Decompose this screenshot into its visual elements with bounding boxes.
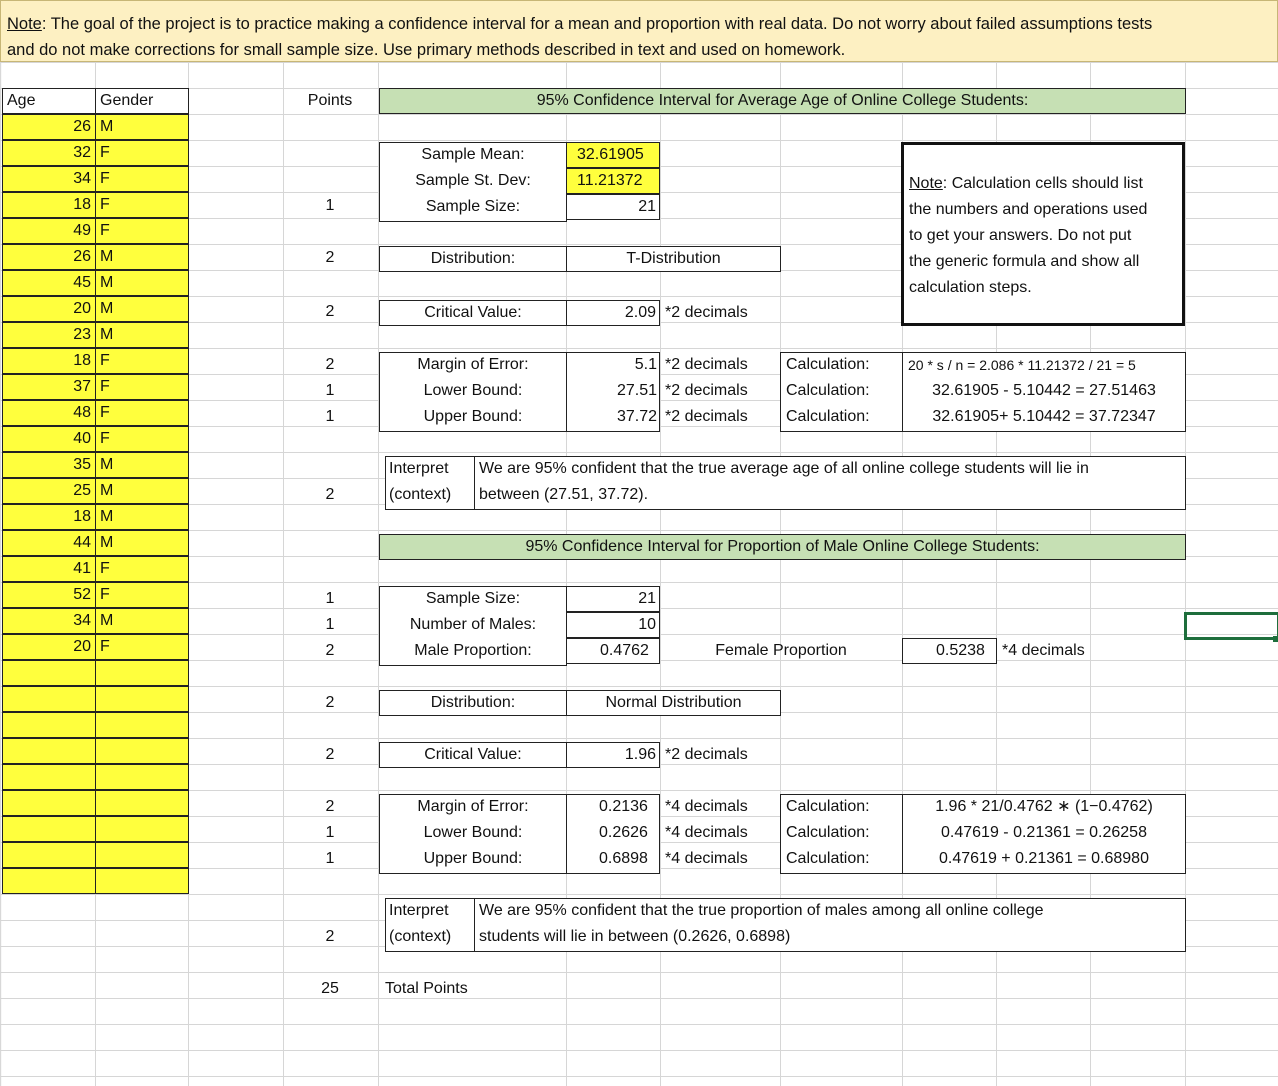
age-cell[interactable]: 26	[2, 114, 96, 140]
p-interpret-label: Interpret	[389, 902, 449, 919]
points-p-distribution[interactable]: 2	[325, 694, 335, 711]
distribution-value[interactable]: T-Distribution	[566, 246, 781, 272]
lower-decimals-note: *2 decimals	[665, 382, 748, 399]
age-cell[interactable]: 20	[2, 296, 96, 322]
interpret-context-label: (context)	[389, 486, 452, 503]
gender-cell[interactable]	[95, 790, 189, 816]
moe-calc-label: Calculation:	[786, 356, 870, 373]
points-p-lower[interactable]: 1	[325, 824, 335, 841]
calc-note-line4: the generic formula and show all	[909, 253, 1140, 270]
upper-bound-label: Upper Bound:	[423, 408, 523, 425]
mean-ci-title[interactable]: 95% Confidence Interval for Average Age of Online College Students:	[379, 88, 1186, 114]
p-lower-label: Lower Bound:	[423, 824, 523, 841]
age-cell[interactable]: 32	[2, 140, 96, 166]
p-upper-calc-label: Calculation:	[786, 850, 870, 867]
gender-cell[interactable]	[95, 868, 189, 894]
interpret-label: Interpret	[389, 460, 449, 477]
fill-handle[interactable]	[1273, 636, 1278, 642]
p-males-label: Number of Males:	[409, 616, 537, 633]
moe-decimals-note: *2 decimals	[665, 356, 748, 373]
p-lower-calc-label: Calculation:	[786, 824, 870, 841]
age-cell[interactable]: 18	[2, 504, 96, 530]
critical-value[interactable]: 2.09	[566, 300, 660, 326]
p-sample-size-label: Sample Size:	[425, 590, 521, 607]
age-cell[interactable]: 44	[2, 530, 96, 556]
p-proportion-value[interactable]: 0.4762	[566, 638, 660, 664]
points-margin[interactable]: 2	[325, 356, 335, 373]
female-proportion-value[interactable]: 0.5238	[902, 638, 997, 664]
gender-cell[interactable]: F	[95, 166, 189, 192]
interpret-text-line2: between (27.51, 37.72).	[479, 486, 649, 503]
points-critical[interactable]: 2	[325, 303, 335, 320]
p-interpret-text-line2: students will lie in between (0.2626, 0.6898)	[479, 928, 791, 945]
upper-calc-label: Calculation:	[786, 408, 870, 425]
p-moe-calc-value[interactable]: 1.96 * 21/0.4762 ∗ (1−0.4762)	[935, 798, 1153, 815]
gender-cell[interactable]: M	[95, 478, 189, 504]
selected-cell[interactable]	[1184, 612, 1278, 640]
sample-sd-label: Sample St. Dev:	[415, 172, 531, 189]
sample-mean-value[interactable]: 32.61905	[566, 142, 660, 168]
p-moe-calc-label: Calculation:	[786, 798, 870, 815]
age-cell[interactable]	[2, 660, 96, 686]
distribution-label: Distribution:	[379, 246, 567, 272]
lower-bound-label: Lower Bound:	[423, 382, 523, 399]
age-cell[interactable]	[2, 764, 96, 790]
p-distribution-label: Distribution:	[379, 690, 567, 716]
age-cell[interactable]: 41	[2, 556, 96, 582]
age-cell[interactable]	[2, 686, 96, 712]
age-cell[interactable]: 18	[2, 348, 96, 374]
sample-size-label: Sample Size:	[425, 198, 521, 215]
note-banner-line1: Note: The goal of the project is to practice making a confidence interval for a mean and proportion with real data. Do not worry about failed assumptions tests	[7, 15, 1153, 33]
sample-size-value[interactable]: 21	[566, 194, 660, 220]
gender-cell[interactable]: F	[95, 556, 189, 582]
age-cell[interactable]: 26	[2, 244, 96, 270]
moe-label: Margin of Error:	[417, 356, 529, 373]
p-critical-value[interactable]: 1.96	[566, 742, 660, 768]
lower-bound-value[interactable]: 27.51	[616, 382, 657, 399]
points-p-males[interactable]: 1	[325, 616, 335, 633]
age-cell[interactable]: 20	[2, 634, 96, 660]
points-p-sample-size[interactable]: 1	[325, 590, 335, 607]
moe-calc-value[interactable]: 20 * s / n = 2.086 * 11.21372 / 21 = 5	[908, 357, 1136, 373]
age-cell[interactable]: 34	[2, 608, 96, 634]
p-moe-value[interactable]: 0.2136	[599, 798, 648, 815]
gender-cell[interactable]	[95, 660, 189, 686]
points-interpret[interactable]: 2	[325, 486, 335, 503]
points-header[interactable]: Points	[307, 92, 353, 109]
p-proportion-label: Male Proportion:	[414, 642, 532, 659]
age-cell[interactable]: 34	[2, 166, 96, 192]
age-cell[interactable]	[2, 712, 96, 738]
gender-cell[interactable]: F	[95, 634, 189, 660]
age-cell[interactable]: 18	[2, 192, 96, 218]
gender-cell[interactable]: F	[95, 218, 189, 244]
critical-decimals-note: *2 decimals	[665, 304, 748, 321]
sample-sd-value[interactable]: 11.21372	[566, 168, 660, 194]
gender-cell[interactable]	[95, 842, 189, 868]
gender-cell[interactable]: M	[95, 244, 189, 270]
gender-cell[interactable]: M	[95, 530, 189, 556]
points-p-upper[interactable]: 1	[325, 850, 335, 867]
critical-value-label: Critical Value:	[379, 300, 567, 326]
calc-note-line2: the numbers and operations used	[909, 201, 1148, 218]
p-males-value[interactable]: 10	[566, 612, 660, 638]
points-p-interpret[interactable]: 2	[325, 928, 335, 945]
gender-cell[interactable]: M	[95, 270, 189, 296]
points-lower[interactable]: 1	[325, 382, 335, 399]
gender-cell[interactable]	[95, 712, 189, 738]
gender-cell[interactable]: M	[95, 452, 189, 478]
age-cell[interactable]	[2, 790, 96, 816]
gender-cell[interactable]: F	[95, 140, 189, 166]
moe-value[interactable]: 5.1	[634, 356, 657, 373]
age-cell[interactable]: 25	[2, 478, 96, 504]
p-lower-calc-value[interactable]: 0.47619 - 0.21361 = 0.26258	[941, 824, 1147, 841]
calculation-note-box: Note: Calculation cells should list the numbers and operations used to get your answers. Do not put the generic formula and show all calculation steps.	[901, 142, 1185, 326]
age-cell[interactable]: 49	[2, 218, 96, 244]
note-banner-line2: and do not make corrections for small sample size. Use primary methods described in text and used on homework.	[7, 41, 846, 59]
age-cell[interactable]	[2, 738, 96, 764]
p-upper-decimals-note: *4 decimals	[665, 850, 748, 867]
lower-calc-label: Calculation:	[786, 382, 870, 399]
calc-note-line5: calculation steps.	[909, 279, 1032, 296]
points-p-proportion[interactable]: 2	[325, 642, 335, 659]
female-decimals-note: *4 decimals	[1002, 642, 1085, 659]
p-upper-calc-value[interactable]: 0.47619 + 0.21361 = 0.68980	[939, 850, 1149, 867]
age-cell[interactable]: 48	[2, 400, 96, 426]
gender-cell[interactable]: F	[95, 426, 189, 452]
gender-cell[interactable]	[95, 764, 189, 790]
age-header[interactable]: Age	[2, 88, 96, 114]
upper-bound-value[interactable]: 37.72	[616, 408, 657, 425]
upper-decimals-note: *2 decimals	[665, 408, 748, 425]
points-upper[interactable]: 1	[325, 408, 335, 425]
points-distribution[interactable]: 2	[325, 249, 335, 266]
p-sample-size-value[interactable]: 21	[566, 586, 660, 612]
gender-header[interactable]: Gender	[95, 88, 189, 114]
gender-cell[interactable]: F	[95, 348, 189, 374]
calc-note-line3: to get your answers. Do not put	[909, 227, 1132, 244]
age-cell[interactable]: 35	[2, 452, 96, 478]
gender-cell[interactable]: M	[95, 608, 189, 634]
female-proportion-label: Female Proportion	[715, 642, 847, 659]
p-moe-decimals-note: *4 decimals	[665, 798, 748, 815]
lower-calc-value[interactable]: 32.61905 - 5.10442 = 27.51463	[932, 382, 1156, 399]
p-critical-decimals-note: *2 decimals	[665, 746, 748, 763]
gender-cell[interactable]: F	[95, 582, 189, 608]
points-total[interactable]: 25	[321, 980, 339, 997]
prop-ci-title[interactable]: 95% Confidence Interval for Proportion of Male Online College Students:	[379, 534, 1186, 560]
total-points-label: Total Points	[385, 980, 468, 997]
p-upper-value[interactable]: 0.6898	[599, 850, 648, 867]
age-cell[interactable]	[2, 842, 96, 868]
gender-cell[interactable]	[95, 816, 189, 842]
calc-note-label: Note	[909, 175, 943, 192]
gender-cell[interactable]	[95, 686, 189, 712]
points-p-critical[interactable]: 2	[325, 746, 335, 763]
interpret-text-line1: We are 95% confident that the true average age of all online college students will lie in	[479, 460, 1089, 477]
gender-cell[interactable]: M	[95, 504, 189, 530]
p-interpret-context-label: (context)	[389, 928, 452, 945]
sample-mean-label: Sample Mean:	[421, 146, 525, 163]
gender-cell[interactable]: F	[95, 400, 189, 426]
gender-cell[interactable]: M	[95, 322, 189, 348]
gender-cell[interactable]	[95, 738, 189, 764]
note-banner	[0, 0, 1278, 62]
p-lower-value[interactable]: 0.2626	[599, 824, 648, 841]
p-moe-label: Margin of Error:	[417, 798, 529, 815]
p-interpret-text-line1: We are 95% confident that the true proportion of males among all online college	[479, 902, 1044, 919]
age-cell[interactable]	[2, 868, 96, 894]
p-distribution-value[interactable]: Normal Distribution	[566, 690, 781, 716]
note-label: Note	[7, 15, 42, 33]
age-cell[interactable]: 52	[2, 582, 96, 608]
age-cell[interactable]: 37	[2, 374, 96, 400]
gender-cell[interactable]: F	[95, 192, 189, 218]
points-sample-size[interactable]: 1	[325, 197, 335, 214]
p-upper-label: Upper Bound:	[423, 850, 523, 867]
upper-calc-value[interactable]: 32.61905+ 5.10442 = 37.72347	[932, 408, 1156, 425]
points-p-margin[interactable]: 2	[325, 798, 335, 815]
p-lower-decimals-note: *4 decimals	[665, 824, 748, 841]
age-cell[interactable]: 23	[2, 322, 96, 348]
gender-cell[interactable]: F	[95, 374, 189, 400]
gender-cell[interactable]: M	[95, 296, 189, 322]
age-cell[interactable]: 45	[2, 270, 96, 296]
p-critical-label: Critical Value:	[379, 742, 567, 768]
age-cell[interactable]	[2, 816, 96, 842]
age-cell[interactable]: 40	[2, 426, 96, 452]
gender-cell[interactable]: M	[95, 114, 189, 140]
